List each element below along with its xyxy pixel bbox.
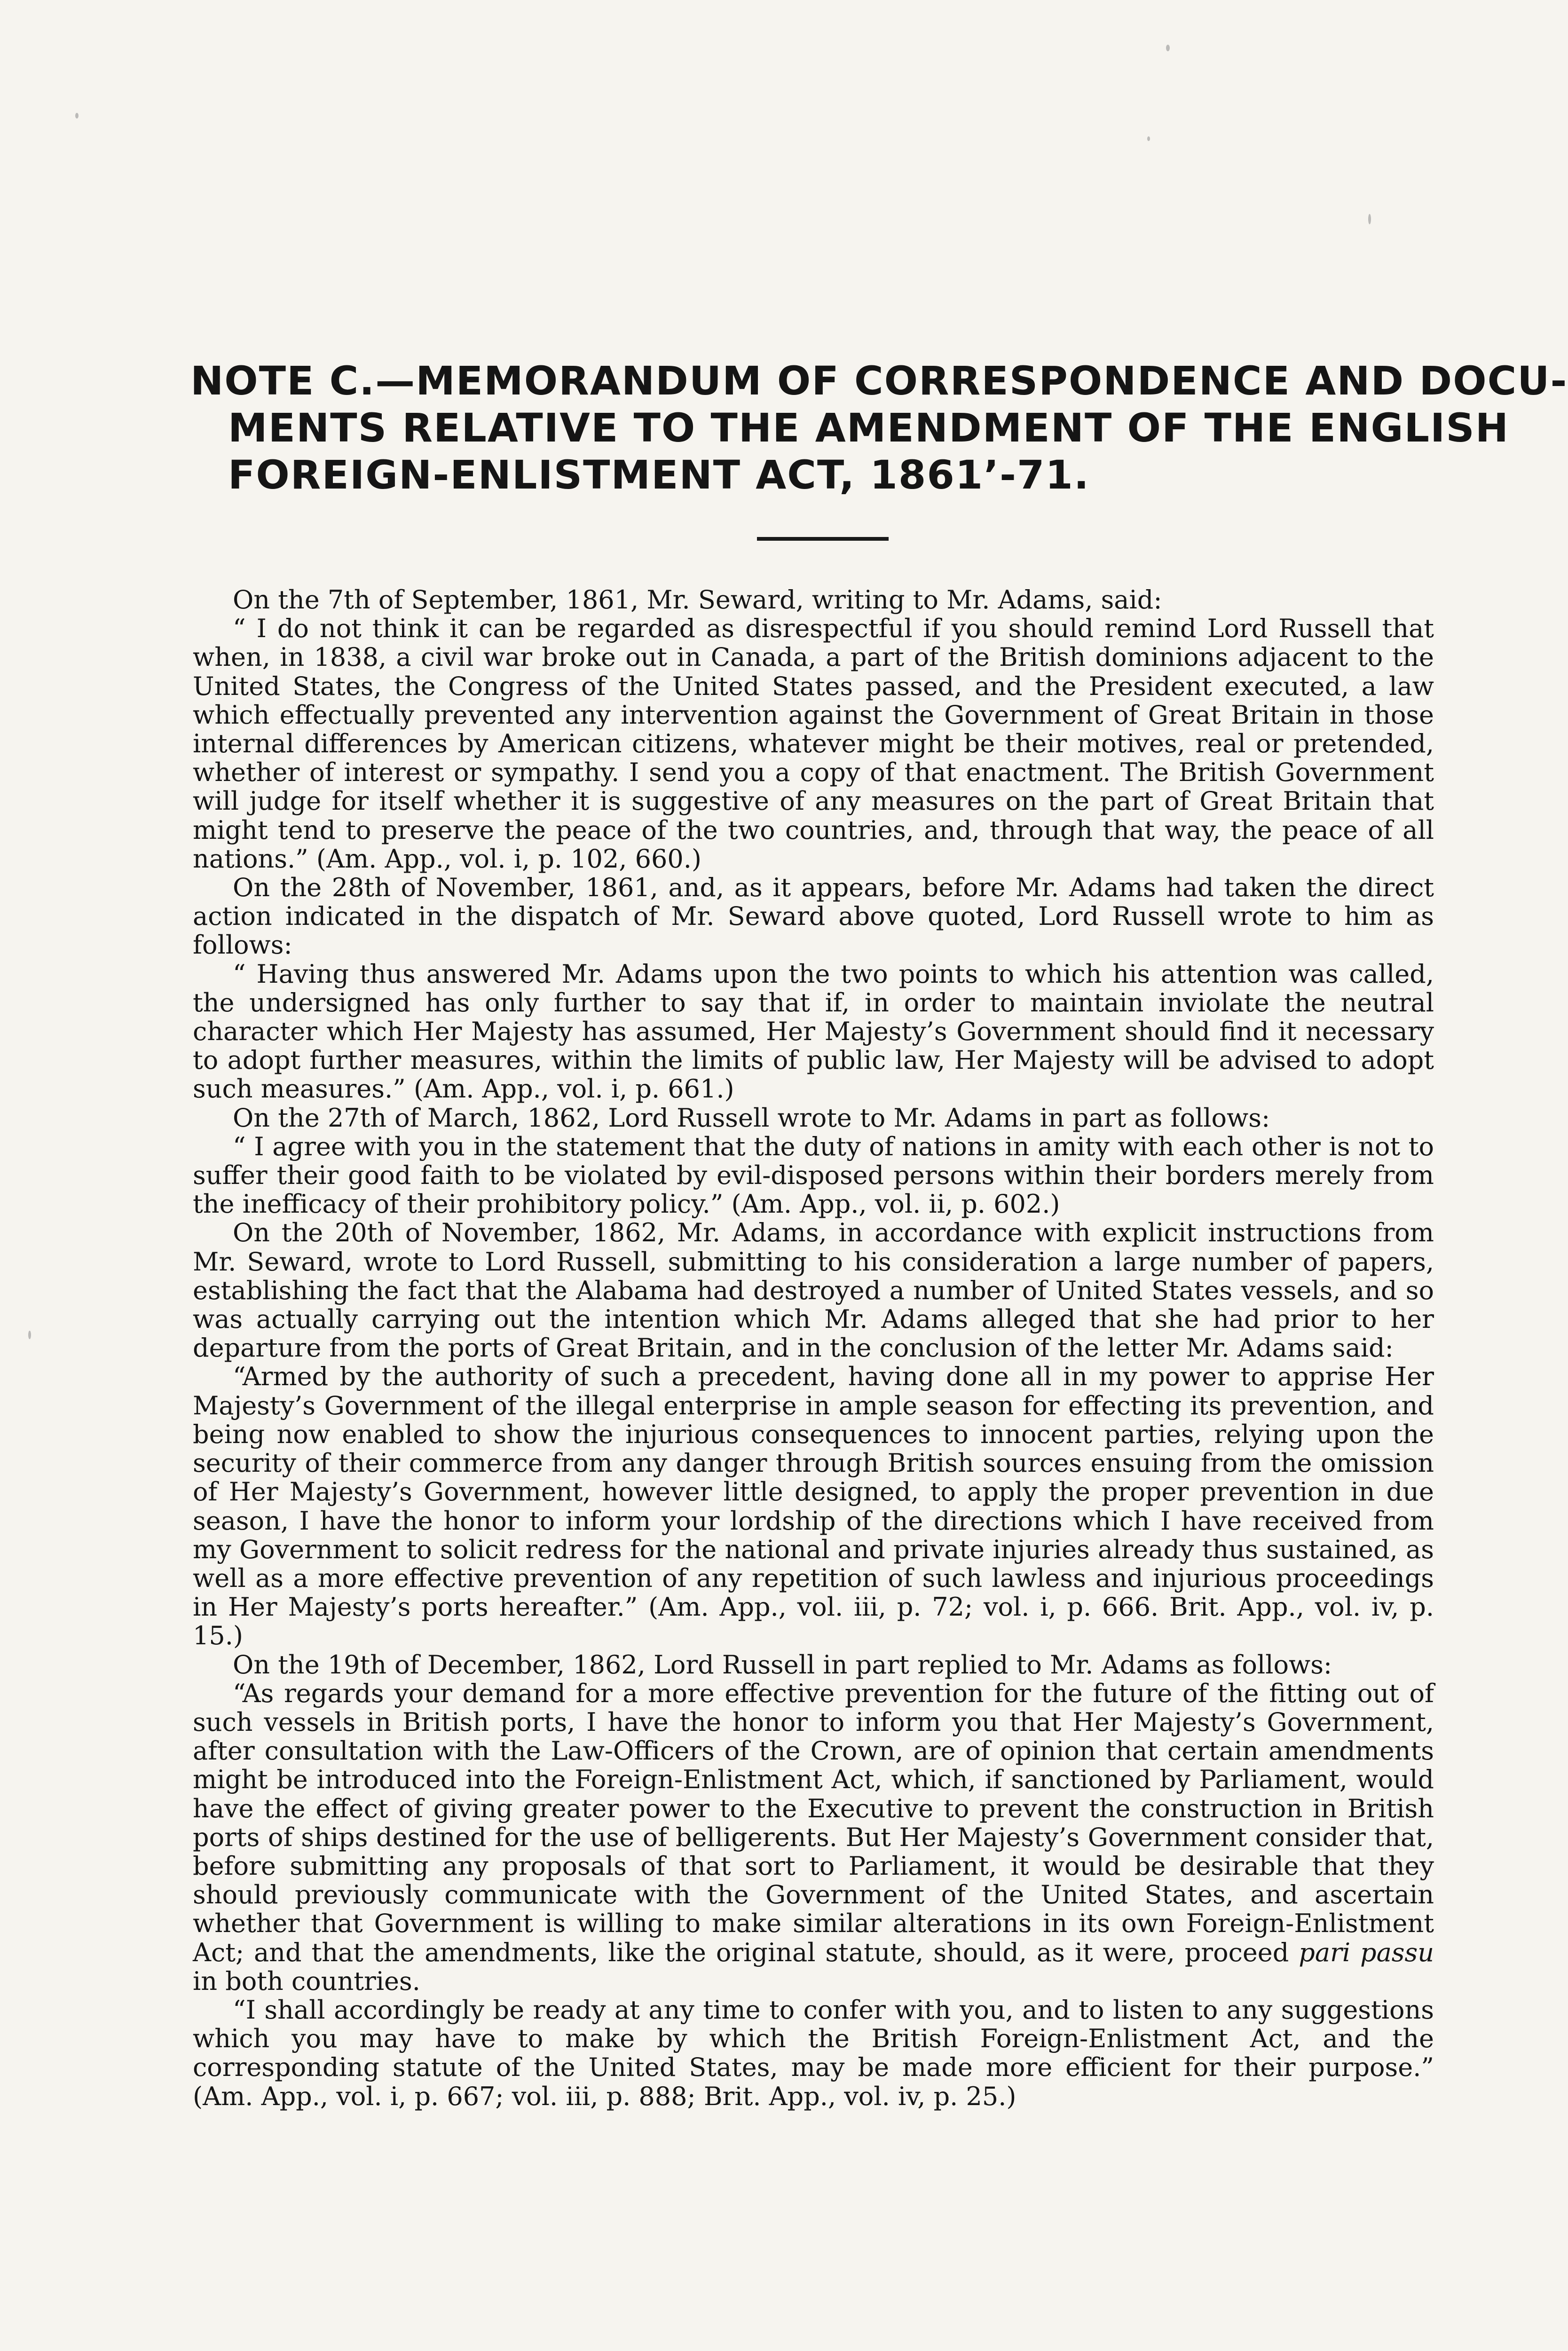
- title-line-1: NOTE C.—MEMORANDUM OF CORRESPONDENCE AND DOCU-: [190, 358, 1568, 404]
- quote-paragraph: [193, 1679, 1434, 1996]
- title-line-2: MENTS RELATIVE TO THE AMENDMENT OF THE ENGLISH: [228, 405, 1510, 451]
- quote-text: in both countries.: [193, 1966, 420, 1996]
- paragraph: On the 28th of November, 1861, and, as it appears, before Mr. Adams had taken the direct action indicated in the dispatch of Mr. Seward above quoted, Lord Russell wrote to him as follows:: [193, 873, 1434, 960]
- title-line-3: FOREIGN-ENLISTMENT ACT, 1861’-71.: [228, 452, 1090, 498]
- title-divider: [757, 537, 889, 541]
- quote-paragraph: “ Having thus answered Mr. Adams upon the two points to which his attention was called, the undersigned has only further to say that if, in order to maintain inviolate the neutral character which Her Majesty has assumed, Her Majesty’s Government should find it necessary to adopt further measures, within the limits of public law, Her Majesty will be advised to adopt such measures.” (Am. App., vol. i, p. 661.): [193, 959, 1434, 1104]
- quote-paragraph: “ I do not think it can be regarded as disrespectful if you should remind Lord Russell that when, in 1838, a civil war broke out in Canada, a part of the British dominions adjacent to the United States, the Congress of the United States passed, and the President executed, a law which effectually prevented any intervention against the Government of Great Britain in those internal differences by American citizens, whatever might be their motives, real or pretended, whether of interest or sympathy. I send you a copy of that enactment. The British Government will judge for itself whether it is suggestive of any measures on the part of Great Britain that might tend to preserve the peace of the two countries, and, through that way, the peace of all nations.” (Am. App., vol. i, p. 102, 660.): [193, 614, 1434, 874]
- paper-speck: [28, 1331, 31, 1339]
- paragraph: On the 27th of March, 1862, Lord Russell wrote to Mr. Adams in part as follows:: [233, 1103, 1270, 1133]
- paragraph: On the 20th of November, 1862, Mr. Adams, in accordance with explicit instructions from Mr. Seward, wrote to Lord Russell, submitting to his consideration a large number of papers, establishing the fact that the Alabama had destroyed a number of United States vessels, and so was actually carrying out the intention which Mr. Adams alleged that she had prior to her departure from the ports of Great Britain, and in the conclusion of the letter Mr. Adams said:: [193, 1218, 1434, 1363]
- paper-speck: [1166, 45, 1170, 51]
- quote-paragraph: “Armed by the authority of such a precedent, having done all in my power to apprise Her Majesty’s Government of the illegal enterprise in ample season for effecting its prevention, and being now enabled to show the injurious consequences to innocent parties, relying upon the security of their commerce from any danger through British sources ensuing from the omission of Her Majesty’s Government, however little designed, to apply the proper prevention in due season, I have the honor to inform your lordship of the directions which I have received from my Government to solicit redress for the national and private injuries already thus sustained, as well as a more effective prevention of any repetition of such lawless and injurious proceedings in Her Majesty’s ports hereafter.” (Am. App., vol. iii, p. 72; vol. i, p. 666. Brit. App., vol. iv, p. 15.): [193, 1362, 1434, 1651]
- paragraph: On the 7th of September, 1861, Mr. Seward, writing to Mr. Adams, said:: [233, 585, 1162, 615]
- paper-speck: [1147, 136, 1150, 141]
- paper-speck: [1368, 214, 1371, 224]
- document-title: [190, 357, 1568, 498]
- latin-phrase: pari passu: [1299, 1937, 1434, 1967]
- quote-paragraph: “ I agree with you in the statement that the duty of nations in amity with each other is not to suffer their good faith to be violated by evil-disposed persons within their borders merely from the inefficacy of their prohibitory policy.” (Am. App., vol. ii, p. 602.): [193, 1131, 1434, 1219]
- document-body: [193, 585, 1434, 2111]
- quote-paragraph: “I shall accordingly be ready at any time to confer with you, and to listen to any suggestions which you may have to make by which the British Foreign-Enlistment Act, and the corresponding statute of the United States, may be made more efficient for their purpose.” (Am. App., vol. i, p. 667; vol. iii, p. 888; Brit. App., vol. iv, p. 25.): [193, 1995, 1434, 2111]
- quote-text: “As regards your demand for a more effective prevention for the future of the fitting out of such vessels in British ports, I have the honor to inform you that Her Majesty’s Government, after consultation with the Law-Officers of the Crown, are of opinion that certain amendments might be introduced into the Foreign-Enlistment Act, which, if sanctioned by Parliament, would have the effect of giving greater power to the Executive to prevent the construction in British ports of ships destined for the use of belligerents. But Her Majesty’s Government consider that, before submitting any proposals of that sort to Parliament, it would be desirable that they should previously communicate with the Government of the United States, and ascertain whether that Government is willing to make similar alterations in its own Foreign-Enlistment Act; and that the amendments, like the original statute, should, as it were, proceed: [193, 1678, 1434, 1967]
- paragraph: On the 19th of December, 1862, Lord Russell in part replied to Mr. Adams as follows:: [233, 1649, 1332, 1680]
- paper-speck: [75, 113, 79, 118]
